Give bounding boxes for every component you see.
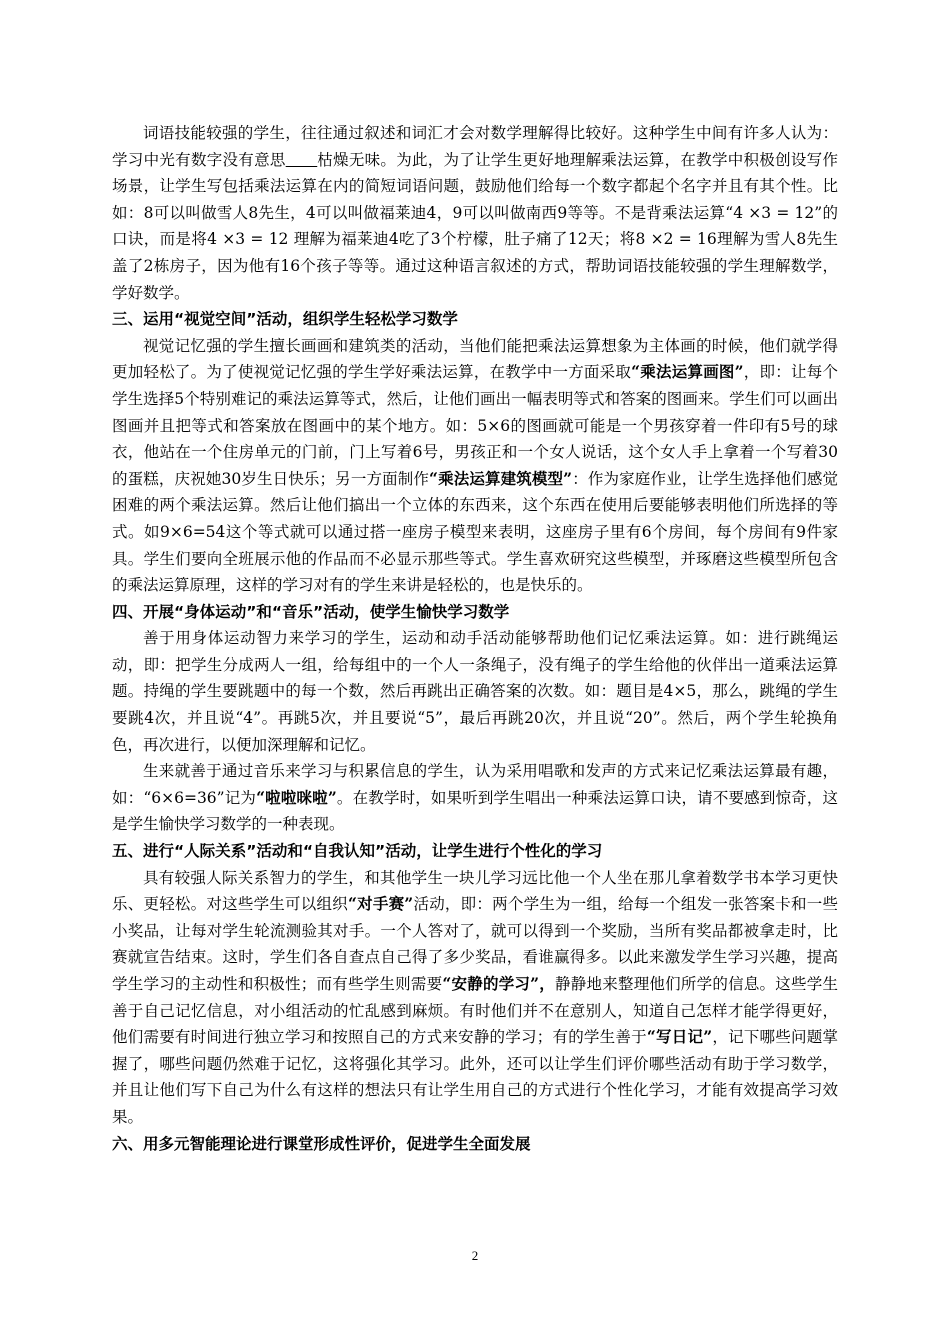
paragraph-music: 生来就善于通过音乐来学习与积累信息的学生，认为采用唱歌和发声的方式来记忆乘法运算最有趣，如：“6×6=36”记为“啦啦咪啦”。在教学时，如果听到学生唱出一种乘法运算口诀，请不要感到惊奇，这是学生愉快学习数学的一种表现。 (112, 762, 838, 834)
page-number: 2 (471, 1248, 479, 1263)
document-body (112, 120, 838, 1157)
emphasis-quiet-learning: “安静的学习”， (442, 974, 556, 993)
paragraph-verbal-skills: 词语技能较强的学生，往往通过叙述和词汇才会对数学理解得比较好。这种学生中间有许多人认为：学习中光有数字没有意思 枯燥无味。为此，为了让学生更好地理解乘法运算，在教学中积极创设写作场景，让学生写包括乘法运算在内的简短词语问题，鼓励他们给每一个数字都起个名字并且有其个性。比如：8可以叫做雪人8先生，4可以叫做福莱迪4，9可以叫做南西9等等。不是背乘法运算“4 ×3 = 12”的口诀，而是将4 ×3 = 12 理解为福莱迪4吃了3个柠檬，肚子痛了12天；将8 ×2 = 16理解为雪人8先生盖了2栋房子，因为他有16个孩子等等。通过这种语言叙述的方式，帮助词语技能较强的学生理解数学，学好数学。 (112, 124, 838, 302)
paragraph-interpersonal: 具有较强人际关系智力的学生，和其他学生一块儿学习远比他一个人坐在那儿拿着数学书本学习更快乐、更轻松。对这些学生可以组织“对手赛”活动，即：两个学生为一组，给每一个组发一张答案卡和一些小奖品，让每对学生轮流测验其对手。一个人答对了，就可以得到一个奖励，当所有奖品都被拿走时，比赛就宣告结束。这时，学生们各自查点自己得了多少奖品，看谁赢得多。以此来激发学生学习兴趣，提高学生学习的主动性和积极性；而有些学生则需要“安静的学习”，静静地来整理他们所学的信息。这些学生善于自己记忆信息，对小组活动的忙乱感到麻烦。有时他们并不在意别人，知道自己怎样才能学得更好，他们需要有时间进行独立学习和按照自己的方式来安静的学习；有的学生善于“写日记”，记下哪些问题掌握了，哪些问题仍然难于记忆，这将强化其学习。此外，还可以让学生们评价哪些活动有助于学习数学，并且让他们写下自己为什么有这样的想法只有让学生用自己的方式进行个性化学习，才能有效提高学习效果。 (112, 868, 838, 1126)
emphasis-multiplication-drawing: “乘法运算画图” (631, 362, 744, 382)
emphasis-competition: “对手赛” (347, 894, 414, 914)
section-heading-3: 三、运用“视觉空间”活动，组织学生轻松学习数学 (112, 310, 458, 329)
paragraph-body-movement: 善于用身体运动智力来学习的学生，运动和动手活动能够帮助他们记忆乘法运算。如：进行跳绳运动，即：把学生分成两人一组，给每组中的一个人一条绳子，没有绳子的学生给他的伙伴出一道乘法运算题。持绳的学生要跳题中的每一个数，然后再跳出正确答案的次数。如：题目是4×5，那么，跳绳的学生要跳4次，并且说“4”。再跳5次，并且要说“5”，最后再跳20次，并且说“20”。然后，两个学生轮换角色，再次进行，以便加深理解和记忆。 (112, 629, 838, 754)
paragraph-visual-spatial: 视觉记忆强的学生擅长画画和建筑类的活动，当他们能把乘法运算想象为主体画的时候，他们就学得更加轻松了。为了使视觉记忆强的学生学好乘法运算，在教学中一方面采取“乘法运算画图”，即：让每个学生选择5个特别难记的乘法运算等式，然后，让他们画出一幅表明等式和答案的图画来。学生们可以画出图画并且把等式和答案放在图画中的某个地方。如：5×6的图画就可能是一个男孩穿着一件印有5号的球衣，他站在一个住房单元的门前，门上写着6号，男孩正和一个女人说话，这个女人手上拿着一个写着30的蛋糕，庆祝她30岁生日快乐；另一方面制作“乘法运算建筑模型”：作为家庭作业，让学生选择他们感觉困难的两个乘法运算。然后让他们搞出一个立体的东西来，这个东西在使用后要能够表明他们所选择的等式。如9×6=54这个等式就可以通过搭一座房子模型来表明，这座房子里有6个房间，每个房间有9件家具。学生们要向全班展示他的作品而不必显示那些等式。学生喜欢研究这些模型，并琢磨这些模型所包含的乘法运算原理，这样的学习对有的学生来讲是轻松的，也是快乐的。 (112, 336, 838, 595)
section-heading-4: 四、开展“身体运动”和“音乐”活动，使学生愉快学习数学 (112, 602, 510, 621)
section-heading-5: 五、进行“人际关系”活动和“自我认知”活动，让学生进行个性化的学习 (112, 842, 603, 861)
emphasis-song: “啦啦咪啦” (256, 787, 337, 807)
emphasis-diary: “写日记” (646, 1027, 713, 1047)
emphasis-multiplication-model: “乘法运算建筑模型” (429, 468, 573, 488)
blank-underline (286, 151, 318, 169)
section-heading-6: 六、用多元智能理论进行课堂形成性评价，促进学生全面发展 (112, 1134, 531, 1153)
